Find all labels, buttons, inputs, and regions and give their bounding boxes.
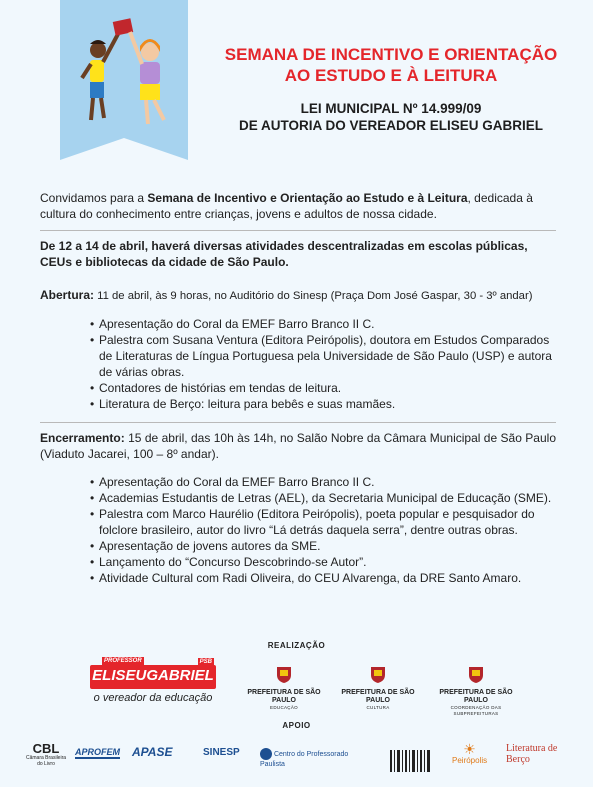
coat-of-arms-icon bbox=[466, 664, 486, 684]
realizacao-label: REALIZAÇÃO bbox=[267, 641, 326, 650]
apase-logo: APASE bbox=[132, 745, 173, 759]
event-title-line1: SEMANA DE INCENTIVO E ORIENTAÇÃO bbox=[224, 45, 558, 64]
closing-list bbox=[90, 474, 556, 586]
list-item: • Lançamento do “Concurso Descobrindo-se Autor”. bbox=[90, 554, 556, 570]
closing-paragraph: Encerramento: 15 de abril, das 10h às 14h, no Salão Nobre da Câmara Municipal de São Paulo (Viaduto Jacarei, 100 – 8º andar). bbox=[40, 431, 556, 461]
law-line2: DE AUTORIA DO VEREADOR ELISEU GABRIEL bbox=[238, 118, 544, 133]
opening-label: Abertura: bbox=[40, 288, 95, 302]
schedule-summary: De 12 a 14 de abril, haverá diversas atividades descentralizadas em escolas públicas, CEUs e bibliotecas da cidade de São Paulo. bbox=[40, 239, 528, 269]
prefeitura-educacao-logo: PREFEITURA DE SÃO PAULO EDUCAÇÃO bbox=[244, 664, 324, 711]
literatura-de-berco-logo: Literatura de Berço bbox=[506, 743, 558, 765]
list-item: • Apresentação do Coral da EMEF Barro Branco II C. bbox=[90, 316, 556, 332]
header bbox=[196, 44, 586, 134]
event-title-line2: AO ESTUDO E À LEITURA bbox=[284, 66, 498, 85]
cbl-logo: CBL Câmara Brasileira do Livro bbox=[26, 741, 67, 767]
eliseu-gabriel-logo: PROFESSOR ELISEUGABRIEL PSB o vereador da educação bbox=[90, 665, 216, 709]
coat-of-arms-icon bbox=[274, 664, 294, 684]
main-content bbox=[40, 190, 556, 594]
coat-of-arms-icon bbox=[368, 664, 388, 684]
event-name: Semana de Incentivo e Orientação ao Estudo e à Leitura bbox=[147, 191, 468, 205]
library-barcode-logo bbox=[388, 744, 434, 774]
prefeitura-subprefeituras-logo: PREFEITURA DE SÃO PAULO COORDENAÇÃO DAS SUBPREFEITURAS bbox=[436, 664, 516, 717]
list-item: • Apresentação do Coral da EMEF Barro Branco II C. bbox=[90, 474, 556, 490]
law-line1: LEI MUNICIPAL Nº 14.999/09 bbox=[300, 101, 482, 116]
apoio-label: APOIO bbox=[282, 721, 311, 730]
list-item: • Apresentação de jovens autores da SME. bbox=[90, 538, 556, 554]
list-item: • Palestra com Marco Haurélio (Editora Peirópolis), poeta popular e pesquisador do folclore brasileiro, autor do livro “Lá detrás daquela serra”, dentre outras obras. bbox=[90, 506, 556, 538]
list-item: • Palestra com Susana Ventura (Editora Peirópolis), doutora em Estudos Comparados de Literaturas de Língua Portuguesa pela Universidade de São Paulo (USP) e autora de várias obras. bbox=[90, 332, 556, 380]
peiropolis-logo: ☀ Peirópolis bbox=[452, 741, 488, 765]
opening-paragraph: Abertura: 11 de abril, às 9 horas, no Auditório do Sinesp (Praça Dom José Gaspar, 30 - 3º andar) bbox=[40, 288, 533, 302]
divider bbox=[40, 422, 556, 423]
list-item: • Contadores de histórias em tendas de leitura. bbox=[90, 380, 556, 396]
list-item: • Academias Estudantis de Letras (AEL), da Secretaria Municipal de Educação (SME). bbox=[90, 490, 556, 506]
cpp-emblem-icon bbox=[260, 748, 272, 760]
prefeitura-cultura-logo: PREFEITURA DE SÃO PAULO CULTURA bbox=[338, 664, 418, 711]
intro-paragraph: Convidamos para a Semana de Incentivo e Orientação ao Estudo e à Leitura, dedicada à cultura do conhecimento entre crianças, jovens e adultos de nossa cidade. bbox=[40, 191, 533, 221]
list-item: • Atividade Cultural com Radi Oliveira, do CEU Alvarenga, da DRE Santo Amaro. bbox=[90, 570, 556, 586]
sinesp-logo: SINESP bbox=[203, 747, 240, 758]
ribbon-illustration bbox=[60, 0, 188, 160]
divider bbox=[40, 230, 556, 231]
cpp-logo: Centro do Professorado Paulista bbox=[260, 748, 370, 769]
list-item: • Literatura de Berço: leitura para bebês e suas mamães. bbox=[90, 396, 556, 412]
closing-label: Encerramento: bbox=[40, 431, 125, 445]
sun-icon: ☀ bbox=[463, 741, 476, 757]
aprofem-logo: APROFEM bbox=[75, 747, 120, 757]
opening-list bbox=[90, 316, 556, 412]
